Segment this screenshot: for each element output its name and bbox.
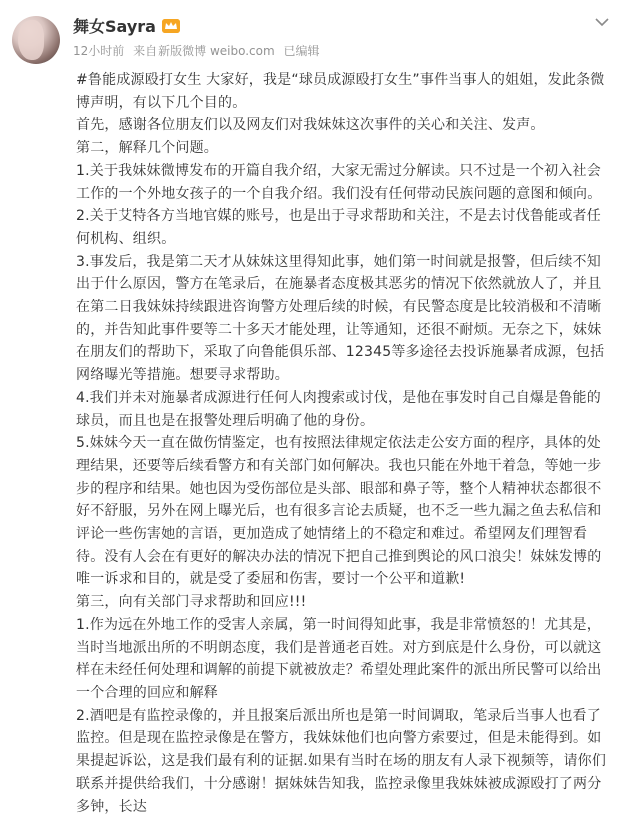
vip-crown-icon (162, 19, 180, 33)
source-prefix: 来自 (133, 44, 158, 58)
post-source[interactable]: 新版微博 weibo.com (158, 44, 275, 58)
edited-label[interactable]: 已编辑 (283, 44, 320, 58)
post-paragraph: 2.酒吧是有监控录像的，并且报案后派出所也是第一时间调取，笔录后当事人也看了监控。但是现在监控录像是在警方，我妹妹他们也向警方索要过，但是未能得到。如果提起诉讼，这是我们最有利的证据.如果有当时在场的朋友有人录下视频等，请你们联系并提供给我们，十分感谢！据妹妹告知我，监控录像里我妹妹被成源殴打了两分多钟，长达 (76, 707, 607, 815)
post-header (0, 0, 621, 70)
post-time[interactable]: 12小时前 (73, 44, 125, 58)
username-row (73, 14, 180, 37)
username[interactable]: 舞女Sayra (73, 17, 156, 36)
post-paragraph: 4.我们并未对施暴者成源进行任何人肉搜索或讨伐，是他在事发时自己自爆是鲁能的球员，而且也是在报警处理后明确了他的身份。 (76, 389, 601, 429)
post-meta (73, 42, 325, 59)
post-paragraph: 首先，感谢各位朋友们以及网友们对我妹妹这次事件的关心和关注、发声。 (76, 117, 545, 134)
post-paragraph: 第三，向有关部门寻求帮助和回应!!! (76, 594, 307, 611)
post-paragraph: 3.事发后，我是第二天才从妹妹这里得知此事，她们第一时间就是报警，但后续不知出于什么原因，警方在笔录后，在施暴者态度极其恶劣的情况下依然就放人了，并且在第二日我妹妹持续跟进咨询警方处理后续的时候，有民警态度是比较消极和不清晰的，并告知此事件要等二十多天才能处理，让等通知，还很不耐烦。无奈之下，妹妹在朋友们的帮助下，采取了向鲁能俱乐部、12345等多途径去投诉施暴者成源，包括网络曝光等措施。想要寻求帮助。 (76, 253, 605, 384)
post-paragraph: 1.作为远在外地工作的受害人亲属，第一时间得知此事，我是非常愤怒的！尤其是，当时当地派出所的不明朗态度，我们是普通老百姓。对方到底是什么身份，可以就这样在未经任何处理和调解的前提下就被放走？希望处理此案件的派出所民警可以给出一个合理的回应和解释 (76, 616, 602, 701)
post-paragraph: #鲁能成源殴打女生 大家好，我是“球员成源殴打女生”事件当事人的姐姐，发此条微博声明，有以下几个目的。 (76, 72, 605, 111)
more-options-button[interactable] (592, 12, 612, 32)
post-paragraph: 1.关于我妹妹微博发布的开篇自我介绍，大家无需过分解读。只不过是一个初入社会工作的一个外地女孩子的一个自我介绍。我们没有任何带动民族问题的意图和倾向。 (76, 162, 602, 202)
avatar[interactable] (12, 16, 60, 64)
post-content (76, 69, 611, 818)
post-paragraph: 第二，解释几个问题。 (76, 140, 218, 157)
post-paragraph: 5.妹妹今天一直在做伤情鉴定，也有按照法律规定依法走公安方面的程序，具体的处理结果，还要等后续看警方和有关部门如何解决。我也只能在外地干着急，等她一步步的程序和结果。她也因为受伤部位是头部、眼部和鼻子等，整个人精神状态都很不好不舒服，另外在网上曝光后，也有很多言论去质疑，也不乏一些九漏之鱼去私信和评论一些伤害她的言语，更加造成了她情绪上的不稳定和难过。希望网友们理智看待。没有人会在有更好的解决办法的情况下把自己推到舆论的风口浪尖！妹妹发博的唯一诉求和目的，就是受了委屈和伤害，要讨一个公平和道歉! (76, 435, 602, 588)
chevron-down-icon (595, 18, 609, 27)
avatar-image (18, 20, 44, 60)
post-paragraph: 2.关于艾特各方当地官媒的账号，也是出于寻求帮助和关注，不是去讨伐鲁能或者任何机构、组织。 (76, 208, 601, 247)
